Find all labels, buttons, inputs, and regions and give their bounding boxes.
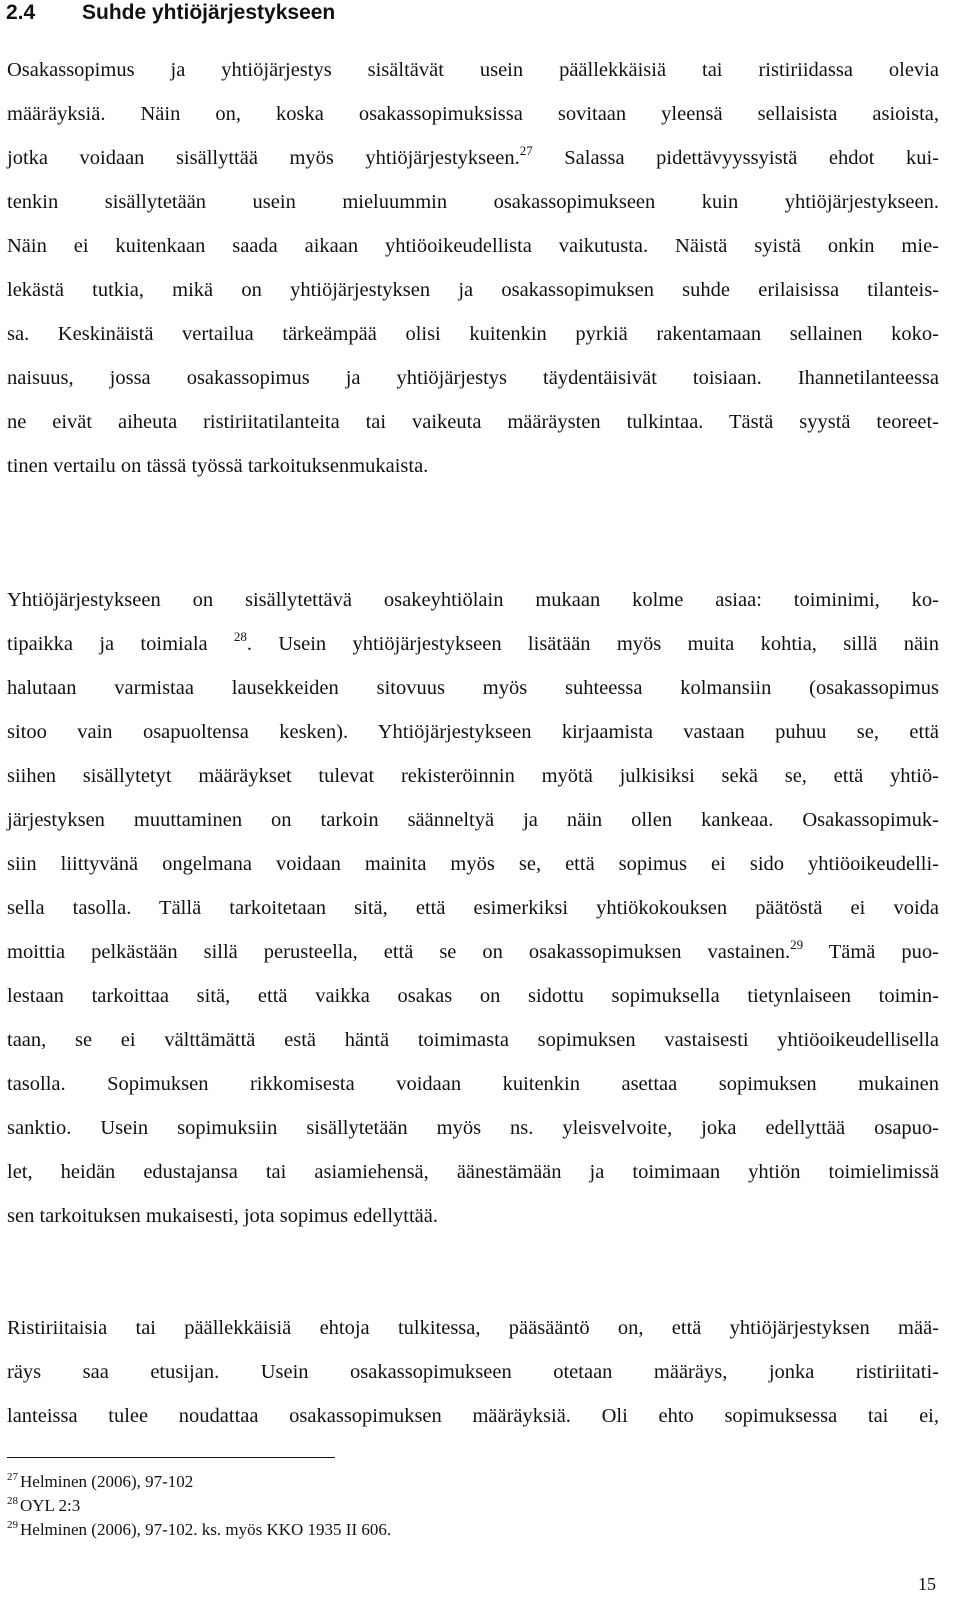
text-line: lestaan tarkoittaa sitä, että vaikka osakas on sidottu sopimuksella tietynlaiseen toimin- (7, 985, 939, 1007)
text-line: sanktio. Usein sopimuksiin sisällytetään myös ns. yleisvelvoite, joka edellyttää osapuo- (7, 1117, 939, 1139)
text-line: lekästä tutkia, mikä on yhtiöjärjestyksen ja osakassopimuksen suhde erilaisissa tilanteis- (7, 279, 939, 301)
text-segment: Tämä puo- (803, 941, 939, 963)
text-line (7, 136, 939, 180)
text-line: Näin ei kuitenkaan saada aikaan yhtiöoikeudellista vaikutusta. Näistä syistä onkin mie- (7, 235, 939, 257)
text-line: sitoo vain osapuoltensa kesken). Yhtiöjärjestykseen kirjaamista vastaan puhuu se, että (7, 721, 939, 743)
text-line: räys saa etusijan. Usein osakassopimukseen otetaan määräys, jonka ristiriitati- (7, 1361, 939, 1383)
footnote (7, 1494, 391, 1518)
text-segment: tipaikka ja toimiala (7, 633, 234, 655)
text-line: sella tasolla. Tällä tarkoitetaan sitä, että esimerkiksi yhtiökokouksen päätöstä ei voida (7, 897, 939, 919)
footnote-number: 29 (7, 1519, 18, 1531)
text-segment: . Usein yhtiöjärjestykseen lisätään myös muita kohtia, sillä näin (246, 633, 939, 655)
text-line (7, 622, 939, 666)
text-line: tenkin sisällytetään usein mieluummin osakassopimukseen kuin yhtiöjärjestykseen. (7, 191, 939, 213)
paragraph-2 (7, 578, 939, 1238)
footnote-number: 27 (7, 1471, 18, 1483)
footnote (7, 1470, 391, 1494)
text-line: ne eivät aiheuta ristiriitatilanteita tai vaikeuta määräysten tulkintaa. Tästä syystä teoreet- (7, 411, 939, 433)
text-line: määräyksiä. Näin on, koska osakassopimuksissa sovitaan yleensä sellaisista asioista, (7, 103, 939, 125)
footnote-text: OYL 2:3 (20, 1496, 81, 1515)
footnote-divider (7, 1457, 335, 1458)
text-line: naisuus, jossa osakassopimus ja yhtiöjärjestys täydentäisivät toisiaan. Ihannetilanteessa (7, 367, 939, 389)
text-line: tasolla. Sopimuksen rikkomisesta voidaan kuitenkin asettaa sopimuksen mukainen (7, 1073, 939, 1095)
text-line: Yhtiöjärjestykseen on sisällytettävä osakeyhtiölain mukaan kolme asiaa: toiminimi, ko- (7, 589, 939, 611)
section-number: 2.4 (6, 1, 36, 24)
footnote (7, 1518, 391, 1542)
text-line (7, 930, 939, 974)
paragraph-3 (7, 1306, 939, 1438)
text-line: sa. Keskinäistä vertailua tärkeämpää olisi kuitenkin pyrkiä rakentamaan sellainen koko- (7, 323, 939, 345)
section-title: Suhde yhtiöjärjestykseen (82, 1, 336, 24)
text-segment: jotka voidaan sisällyttää myös yhtiöjärjestykseen. (7, 147, 520, 169)
footnote-ref-29: 29 (790, 937, 804, 952)
text-segment: moittia pelkästään sillä perusteella, että se on osakassopimuksen vastainen. (7, 941, 791, 963)
text-line: let, heidän edustajansa tai asiamiehensä, äänestämään ja toimimaan yhtiön toimielimissä (7, 1161, 939, 1183)
text-line: Osakassopimus ja yhtiöjärjestys sisältävät usein päällekkäisiä tai ristiriidassa olevia (7, 59, 939, 81)
text-line: järjestyksen muuttaminen on tarkoin säänneltyä ja näin ollen kankeaa. Osakassopimuk- (7, 809, 939, 831)
footnote-ref-28: 28 (233, 629, 247, 644)
footnotes (7, 1470, 391, 1542)
text-line: siin liittyvänä ongelmana voidaan mainita myös se, että sopimus ei sido yhtiöoikeudelli- (7, 853, 939, 875)
footnote-ref-27: 27 (519, 143, 533, 158)
footnote-number: 28 (7, 1495, 18, 1507)
page-number: 15 (918, 1574, 936, 1594)
text-line: taan, se ei välttämättä estä häntä toimimasta sopimuksen vastaisesti yhtiöoikeudellisella (7, 1029, 939, 1051)
text-line: halutaan varmistaa lausekkeiden sitovuus myös suhteessa kolmansiin (osakassopimus (7, 677, 939, 699)
section-heading (6, 0, 335, 26)
paragraph-1 (7, 48, 939, 488)
text-line: tinen vertailu on tässä työssä tarkoituksenmukaista. (7, 455, 429, 477)
text-line: sen tarkoituksen mukaisesti, jota sopimus edellyttää. (7, 1205, 438, 1227)
footnote-text: Helminen (2006), 97-102 (20, 1472, 194, 1491)
text-line: siihen sisällytetyt määräykset tulevat rekisteröinnin myötä julkisiksi sekä se, että yhtiö- (7, 765, 939, 787)
text-segment: Salassa pidettävyyssyistä ehdot kui- (532, 147, 939, 169)
text-line: Ristiriitaisia tai päällekkäisiä ehtoja tulkitessa, pääsääntö on, että yhtiöjärjestyksen mää- (7, 1317, 939, 1339)
text-line: lanteissa tulee noudattaa osakassopimuksen määräyksiä. Oli ehto sopimuksessa tai ei, (7, 1405, 939, 1427)
footnote-text: Helminen (2006), 97-102. ks. myös KKO 1935 II 606. (20, 1520, 392, 1539)
